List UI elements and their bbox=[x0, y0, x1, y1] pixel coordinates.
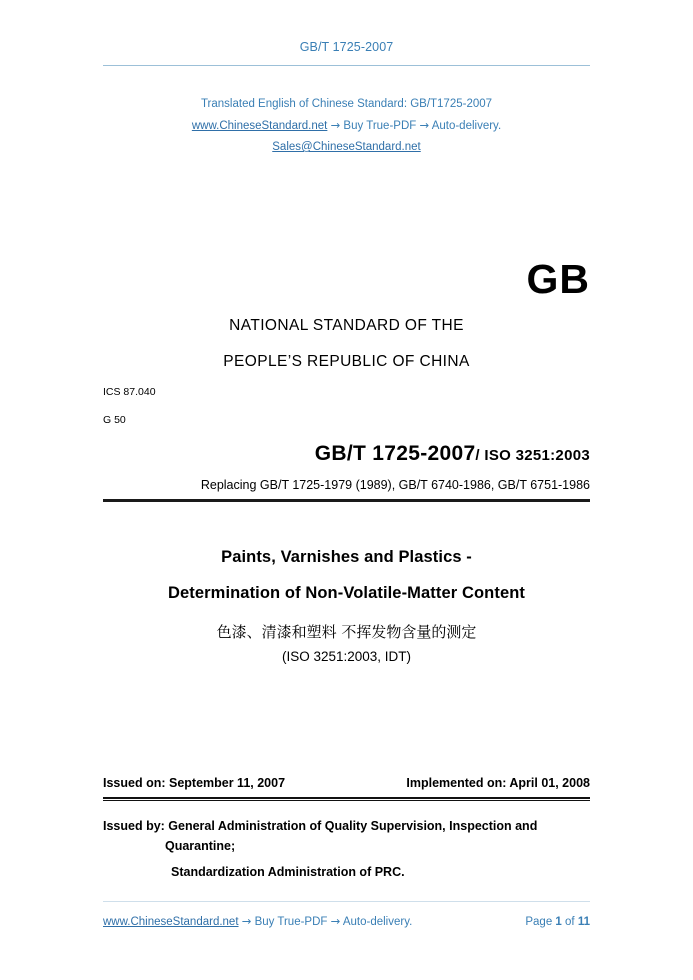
dates-bottom-rule bbox=[103, 797, 590, 801]
promo-email-link[interactable]: Sales@ChineseStandard.net bbox=[272, 141, 421, 153]
promo-block bbox=[103, 94, 590, 158]
page-footer bbox=[103, 914, 590, 928]
arrow-right-icon: → bbox=[330, 118, 341, 132]
national-standard-line-2: PEOPLE’S REPUBLIC OF CHINA bbox=[223, 353, 470, 370]
arrow-right-icon-2: → bbox=[419, 118, 430, 132]
footer-promo bbox=[103, 914, 412, 928]
arrow-right-icon-4: → bbox=[330, 914, 341, 928]
title-top-rule bbox=[103, 499, 590, 502]
issuing-authority-block bbox=[103, 816, 590, 882]
ccs-code: G 50 bbox=[103, 414, 126, 426]
page-number: 1 bbox=[555, 916, 562, 928]
replacing-note: Replacing GB/T 1725-1979 (1989), GB/T 6740-1986, GB/T 6751-1986 bbox=[200, 478, 590, 492]
issuing-authority-line-3: Standardization Administration of PRC. bbox=[171, 865, 405, 879]
promo-delivery-label: Auto-delivery. bbox=[431, 120, 502, 132]
page-word: Page bbox=[525, 916, 553, 928]
of-word: of bbox=[565, 916, 575, 928]
implemented-on-date: Implemented on: April 01, 2008 bbox=[406, 776, 590, 790]
promo-email-line bbox=[103, 137, 590, 158]
footer-buy-label: Buy True-PDF bbox=[254, 916, 328, 928]
title-chinese: 色漆、清漆和塑料 不挥发物含量的测定 bbox=[216, 623, 477, 641]
footer-site-link[interactable]: www.ChineseStandard.net bbox=[103, 916, 239, 928]
running-header bbox=[103, 38, 590, 56]
promo-translation-line: Translated English of Chinese Standard: GB/T1725-2007 bbox=[200, 98, 493, 110]
header-standard-code: GB/T 1725-2007 bbox=[299, 40, 394, 54]
national-standard-line-1: NATIONAL STANDARD OF THE bbox=[229, 317, 464, 334]
promo-link-line bbox=[103, 115, 590, 137]
page-indicator bbox=[525, 916, 590, 928]
issuing-authority-line-1: Issued by: General Administration of Quality Supervision, Inspection and bbox=[103, 819, 538, 833]
promo-buy-label: Buy True-PDF bbox=[343, 120, 417, 132]
page-total: 11 bbox=[577, 916, 590, 928]
issued-on-date: Issued on: September 11, 2007 bbox=[103, 776, 286, 790]
standard-iso-equivalent: / ISO 3251:2003 bbox=[475, 447, 590, 464]
title-english-line-2: Determination of Non-Volatile-Matter Content bbox=[167, 584, 525, 602]
title-english-line-1: Paints, Varnishes and Plastics - bbox=[221, 548, 472, 566]
footer-delivery-label: Auto-delivery. bbox=[342, 916, 413, 928]
dates-row bbox=[103, 776, 590, 790]
title-iso-note: (ISO 3251:2003, IDT) bbox=[281, 649, 412, 664]
footer-divider bbox=[103, 901, 590, 902]
gb-emblem-mark: GB bbox=[526, 256, 590, 302]
header-divider bbox=[103, 65, 590, 66]
ics-code: ICS 87.040 bbox=[103, 386, 156, 398]
arrow-right-icon-3: → bbox=[241, 914, 252, 928]
issuing-authority-line-2: Quarantine; bbox=[165, 839, 236, 853]
standard-number: GB/T 1725-2007 bbox=[314, 442, 476, 465]
promo-site-link[interactable]: www.ChineseStandard.net bbox=[191, 120, 328, 132]
standard-number-block bbox=[103, 442, 590, 466]
